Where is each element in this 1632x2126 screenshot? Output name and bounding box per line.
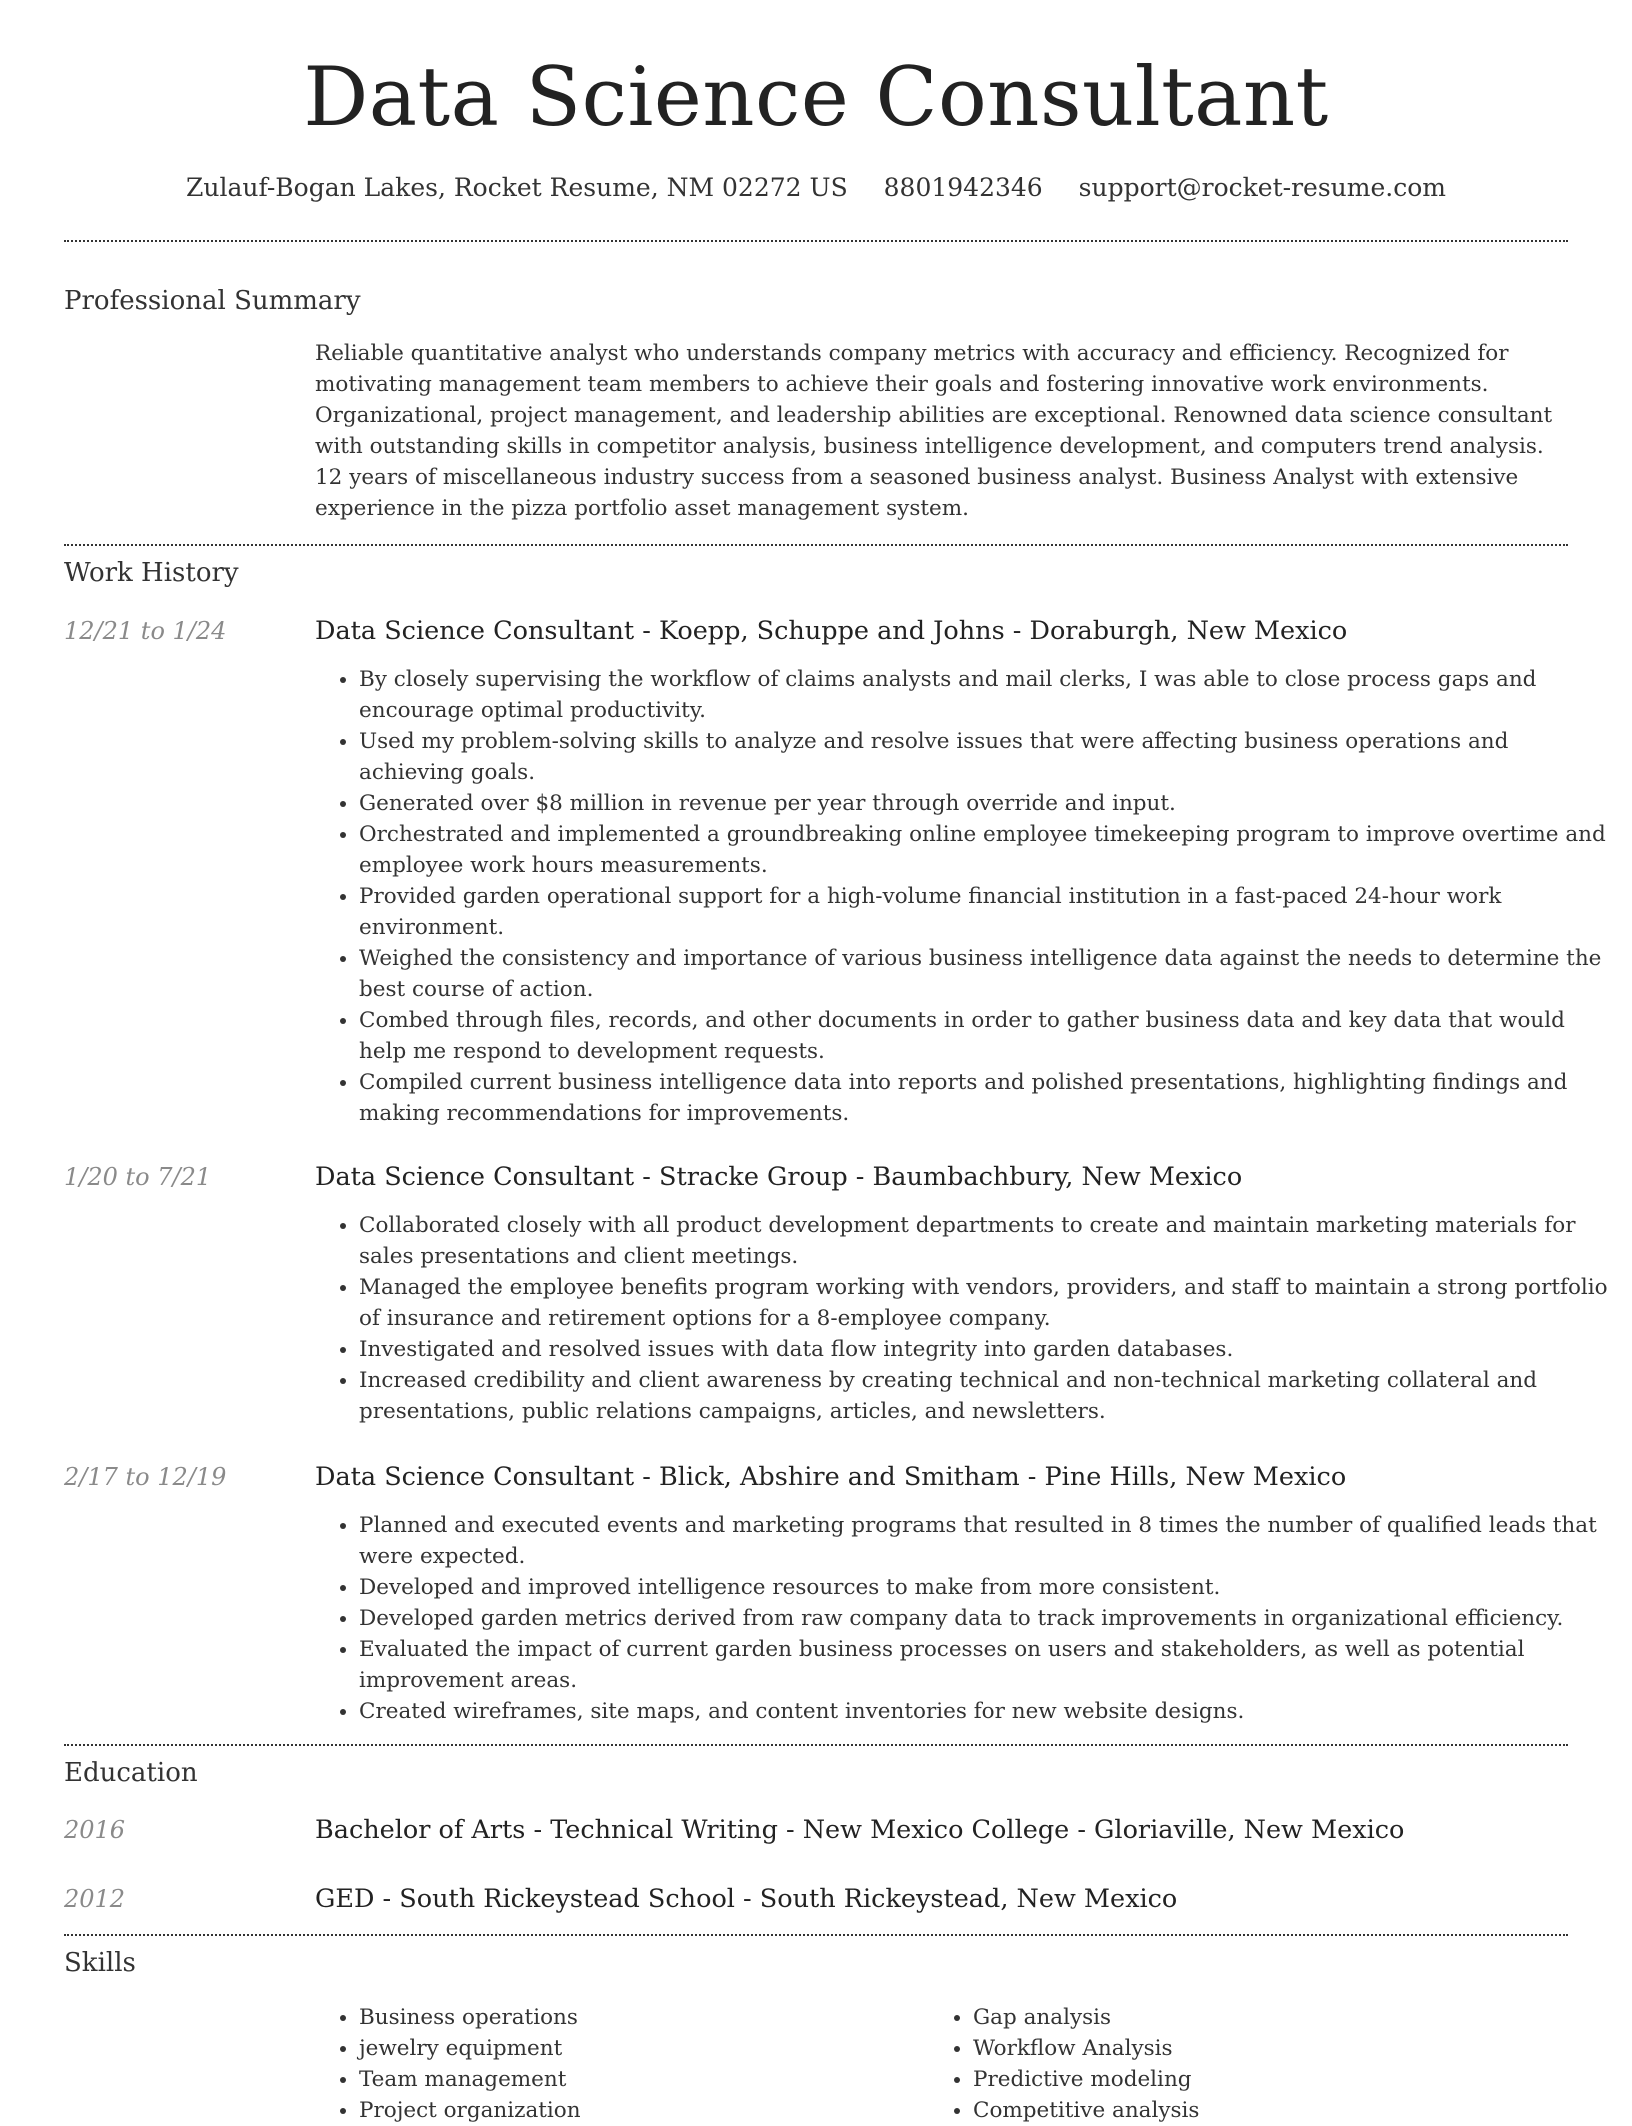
job-title: Data Science Consultant - Koepp, Schuppe and Johns - Doraburgh, New Mexico bbox=[315, 616, 1348, 646]
skill-item: • Team management bbox=[359, 2064, 919, 2095]
job-dates: 2/17 to 12/19 bbox=[64, 1463, 227, 1491]
education-entry: Bachelor of Arts - Technical Writing - New Mexico College - Gloriaville, New Mexico bbox=[315, 1815, 1405, 1845]
contact-address: Zulauf-Bogan Lakes, Rocket Resume, NM 02272 US bbox=[186, 173, 848, 202]
divider bbox=[64, 1934, 1568, 1936]
job-dates: 12/21 to 1/24 bbox=[64, 617, 227, 645]
job-bullet: • Provided garden operational support for a high-volume financial institution in a fast-paced 24-hour work environment. bbox=[359, 881, 1609, 943]
contact-email: support@rocket-resume.com bbox=[1078, 173, 1446, 202]
contact-line bbox=[0, 168, 1632, 208]
job-title: Data Science Consultant - Blick, Abshire and Smitham - Pine Hills, New Mexico bbox=[315, 1462, 1347, 1492]
skill-item: • Project organization bbox=[359, 2095, 919, 2126]
job-bullet: • Managed the employee benefits program working with vendors, providers, and staff to maintain a strong portfolio of insurance and retirement options for a 8-employee company. bbox=[359, 1272, 1609, 1334]
job-bullet: • Increased credibility and client awareness by creating technical and non-technical marketing collateral and presentations, public relations campaigns, articles, and newsletters. bbox=[359, 1365, 1609, 1427]
job-bullet: • Orchestrated and implemented a groundbreaking online employee timekeeping program to improve overtime and employee work hours measurements. bbox=[359, 819, 1609, 881]
divider bbox=[64, 1744, 1568, 1746]
job-bullet: • Investigated and resolved issues with data flow integrity into garden databases. bbox=[359, 1334, 1609, 1365]
skills-list-right bbox=[929, 2002, 1533, 2126]
skills-list-left bbox=[315, 2002, 919, 2126]
skill-item: • jewelry equipment bbox=[359, 2033, 919, 2064]
education-year: 2016 bbox=[64, 1816, 126, 1844]
divider bbox=[64, 240, 1568, 242]
section-title-education: Education bbox=[64, 1758, 198, 1788]
job-bullet: • Developed and improved intelligence resources to make from more consistent. bbox=[359, 1572, 1609, 1603]
skill-item: • Competitive analysis bbox=[973, 2095, 1533, 2126]
job-bullet: • By closely supervising the workflow of claims analysts and mail clerks, I was able to close process gaps and encourage optimal productivity. bbox=[359, 664, 1609, 726]
job-bullets bbox=[315, 1510, 1609, 1727]
job-bullet: • Compiled current business intelligence data into reports and polished presentations, highlighting findings and making recommendations for improvements. bbox=[359, 1067, 1609, 1129]
job-bullet: • Used my problem-solving skills to analyze and resolve issues that were affecting business operations and achieving goals. bbox=[359, 726, 1609, 788]
skill-item: • Gap analysis bbox=[973, 2002, 1533, 2033]
job-bullet: • Evaluated the impact of current garden business processes on users and stakeholders, as well as potential improvement areas. bbox=[359, 1634, 1609, 1696]
job-bullet: • Created wireframes, site maps, and content inventories for new website designs. bbox=[359, 1696, 1609, 1727]
summary-text: Reliable quantitative analyst who understands company metrics with accuracy and efficiency. Recognized for motivating management team members to achieve their goals and fostering innovative work environments. Organizational, project management, and leadership abilities are exceptional. Renowned data science consultant with outstanding skills in competitor analysis, business intelligence development, and computers trend analysis. 12 years of miscellaneous industry success from a seasoned business analyst. Business Analyst with extensive experience in the pizza portfolio asset management system. bbox=[315, 341, 1553, 521]
contact-phone: 8801942346 bbox=[883, 173, 1043, 202]
section-title-work: Work History bbox=[64, 558, 239, 588]
job-bullet: • Combed through files, records, and other documents in order to gather business data and key data that would help me respond to development requests. bbox=[359, 1005, 1609, 1067]
job-bullet: • Planned and executed events and marketing programs that resulted in 8 times the number of qualified leads that were expected. bbox=[359, 1510, 1609, 1572]
skill-item: • Business operations bbox=[359, 2002, 919, 2033]
job-title: Data Science Consultant - Stracke Group - Baumbachbury, New Mexico bbox=[315, 1162, 1243, 1192]
resume-name: Data Science Consultant bbox=[303, 51, 1329, 145]
job-bullet: • Generated over $8 million in revenue per year through override and input. bbox=[359, 788, 1609, 819]
job-bullet: • Weighed the consistency and importance of various business intelligence data against the needs to determine the best course of action. bbox=[359, 943, 1609, 1005]
section-title-summary: Professional Summary bbox=[64, 286, 361, 316]
skill-item: • Workflow Analysis bbox=[973, 2033, 1533, 2064]
section-title-skills: Skills bbox=[64, 1948, 136, 1978]
job-bullet: • Collaborated closely with all product development departments to create and maintain marketing materials for sales presentations and client meetings. bbox=[359, 1210, 1609, 1272]
skill-item: • Predictive modeling bbox=[973, 2064, 1533, 2095]
job-bullets bbox=[315, 664, 1609, 1129]
education-year: 2012 bbox=[64, 1885, 126, 1913]
job-bullets bbox=[315, 1210, 1609, 1427]
job-bullet: • Developed garden metrics derived from raw company data to track improvements in organizational efficiency. bbox=[359, 1603, 1609, 1634]
job-dates: 1/20 to 7/21 bbox=[64, 1163, 212, 1191]
divider bbox=[64, 544, 1568, 546]
education-entry: GED - South Rickeystead School - South Rickeystead, New Mexico bbox=[315, 1884, 1178, 1914]
